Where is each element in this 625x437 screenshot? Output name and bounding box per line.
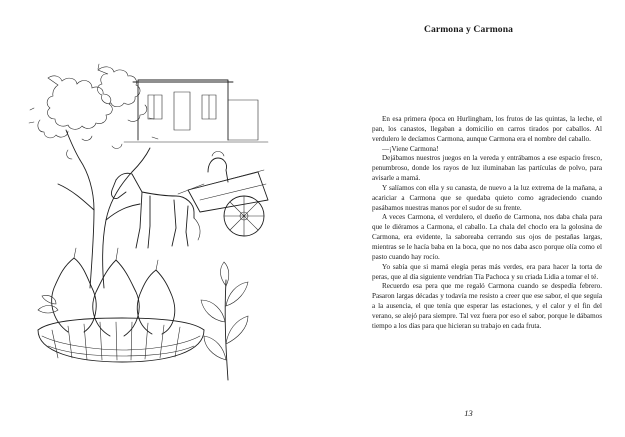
paragraph: —¡Viene Carmona! [382,144,439,153]
right-page [312,0,625,437]
paragraph: A veces Carmona, el verdulero, el dueño de Carmona, nos daba chala para que le diéramos a Carmona, el caballo. La chala del choclo era la golosina de Carmona, era evidente, la saboreaba cerrando sus ojos de pestañas largas, mientras se le hacía baba en la boca, que no nos daba asco porque olía como el pasto cuando hay rocío. [372,213,602,261]
tree-icon [29,64,158,288]
left-page [0,0,312,437]
illustration [28,60,286,390]
pear-basket-icon [38,248,204,362]
body-text [372,115,602,332]
house-icon [124,80,268,142]
paragraph: Yo sabía que si mamá elegía peras más verdes, era para hacer la torta de peras, que al día siguiente vendrían Tía Pachoca y su criada Lidia a tomar el té. [372,262,602,281]
page-number: 13 [464,408,473,418]
paragraph: Dejábamos nuestros juegos en la vereda y entrábamos a ese espacio fresco, penumbroso, donde los rayos de luz iluminaban las partículas de polvo, para avisarle a mamá. [372,154,602,183]
paragraph: En esa primera época en Hurlingham, los frutos de las quintas, la leche, el pan, los canastos, llegaban a domicilio en carros tirados por caballos. Al verdulero le decíamos Carmona, aunque Carmona era el nombre del caballo. [372,115,602,143]
horse-cart-icon [111,152,268,249]
leaf-branch-icon [201,262,248,380]
paragraph: Y salíamos con ella y su canasta, de nuevo a la luz extrema de la mañana, a acariciar a Carmona que se quedaba quieto como agradeciendo cuando pasábamos nuestras manos por el sudor de su frente. [372,183,602,212]
paragraph: Recuerdo esa pera que me regaló Carmona cuando se despedía febrero. Pasaron largas décadas y todavía me resisto a creer que ese sabor, el que seguía a la ausencia, el que tenía que esperar las estaciones, y el calor y el fin del verano, se alejó para siempre. Tal vez fuera por eso el sabor, porque le dábamos tiempo a los días para que hicieran su trabajo en cada fruta. [372,282,602,330]
page-title: Carmona y Carmona [423,24,514,35]
